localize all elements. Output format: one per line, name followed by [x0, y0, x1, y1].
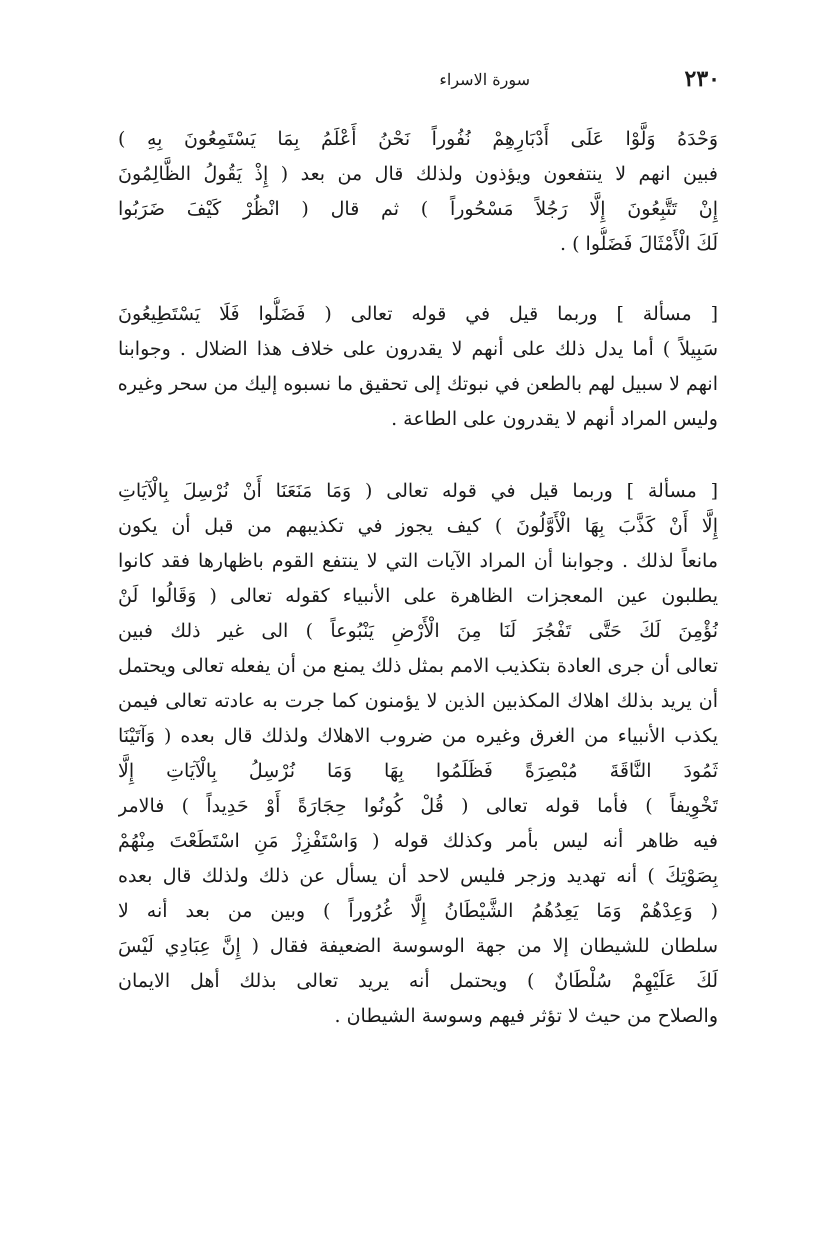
- text-line: تَخْوِيفاً ) فأما قوله تعالى ( قُلْ كُونُوا حِجَارَةً أَوْ حَدِيداً ) فالامر: [118, 795, 718, 817]
- text-line: إِنْ تَتَّبِعُونَ إِلَّا رَجُلاً مَسْحُوراً ) ثم قال ( انْظُرْ كَيْفَ ضَرَبُوا: [118, 198, 718, 220]
- text-line: لَكَ الْأَمْثَالَ فَضَلُّوا ) .: [560, 233, 718, 255]
- text-line: انهم لا سبيل لهم بالطعن في نبوتك إلى تحقيق ما نسبوه إليك من سحر وغيره: [118, 373, 718, 395]
- text-line: يكذب الأنبياء من الغرق وغيره من ضروب الاهلاك ولذلك قال بعده ( وَآتَيْنَا: [118, 725, 718, 747]
- text-line: ( وَعِدْهُمْ وَمَا يَعِدُهُمُ الشَّيْطَانُ إِلَّا غُرُوراً ) وبين من بعد أنه لا: [118, 900, 718, 922]
- text-line: والصلاح من حيث لا تؤثر فيهم وسوسة الشيطان .: [334, 1005, 718, 1027]
- text-line: لَكَ عَلَيْهِمْ سُلْطَانٌ ) ويحتمل أنه يريد تعالى بذلك أهل الايمان: [118, 970, 718, 992]
- text-line: وَحْدَهُ وَلَّوْا عَلَى أَدْبَارِهِمْ نُفُوراً نَحْنُ أَعْلَمُ بِمَا يَسْتَمِعُونَ بِهِ ): [118, 128, 718, 150]
- text-line: فبين انهم لا ينتفعون ويؤذون ولذلك قال من بعد ( إِذْ يَقُولُ الظَّالِمُونَ: [118, 163, 718, 185]
- text-line: نُؤْمِنَ لَكَ حَتَّى تَفْجُرَ لَنَا مِنَ الْأَرْضِ يَنْبُوعاً ) الى غير ذلك فبين: [118, 620, 718, 642]
- page-number: ٢٣٠: [684, 66, 720, 92]
- text-line: [ مسألة ] وربما قيل في قوله تعالى ( فَضَلُّوا فَلَا يَسْتَطِيعُونَ: [118, 303, 718, 325]
- surah-title: سورة الاسراء: [439, 70, 530, 89]
- text-line: [ مسألة ] وربما قيل في قوله تعالى ( وَمَا مَنَعَنَا أَنْ نُرْسِلَ بِالْآيَاتِ: [118, 480, 718, 502]
- paragraph-2: [118, 297, 718, 437]
- text-line: فيه ظاهر أنه ليس بأمر وكذلك قوله ( وَاسْتَفْزِزْ مَنِ اسْتَطَعْتَ مِنْهُمْ: [118, 830, 718, 852]
- text-line: بِصَوْتِكَ ) أنه تهديد وزجر فليس لاحد أن يسأل عن ذلك ولذلك قال بعده: [118, 865, 718, 887]
- paragraph-3: [118, 474, 718, 1034]
- text-line: أن يريد بذلك اهلاك المكذبين الذين لا يؤمنون كما جرت به عادته تعالى فيمن: [118, 690, 718, 712]
- paragraph-1: [118, 122, 718, 262]
- text-line: سلطان للشيطان إلا من جهة الوسوسة الضعيفة فقال ( إِنَّ عِبَادِي لَيْسَ: [118, 935, 718, 957]
- running-header: [400, 66, 720, 96]
- text-line: وليس المراد أنهم لا يقدرون على الطاعة .: [391, 408, 718, 430]
- text-line: مانعاً لذلك . وجوابنا أن المراد الآيات التي لا ينتفع القوم باظهارها فقد كانوا: [118, 550, 718, 572]
- text-line: سَبِيلاً ) أما يدل ذلك على أنهم لا يقدرون على خلاف هذا الضلال . وجوابنا: [118, 338, 718, 360]
- text-line: يطلبون عين المعجزات الظاهرة على الأنبياء كقوله تعالى ( وَقَالُوا لَنْ: [118, 585, 718, 607]
- text-line: إِلَّا أَنْ كَذَّبَ بِهَا الْأَوَّلُونَ ) كيف يجوز في تكذيبهم من قبل أن يكون: [118, 515, 718, 537]
- text-line: ثَمُودَ النَّاقَةَ مُبْصِرَةً فَظَلَمُوا بِهَا وَمَا نُرْسِلُ بِالْآيَاتِ إِلَّا: [118, 760, 718, 782]
- text-line: تعالى أن جرى العادة بتكذيب الامم بمثل ذلك يمنع من أن يفعله تعالى ويحتمل: [118, 655, 718, 677]
